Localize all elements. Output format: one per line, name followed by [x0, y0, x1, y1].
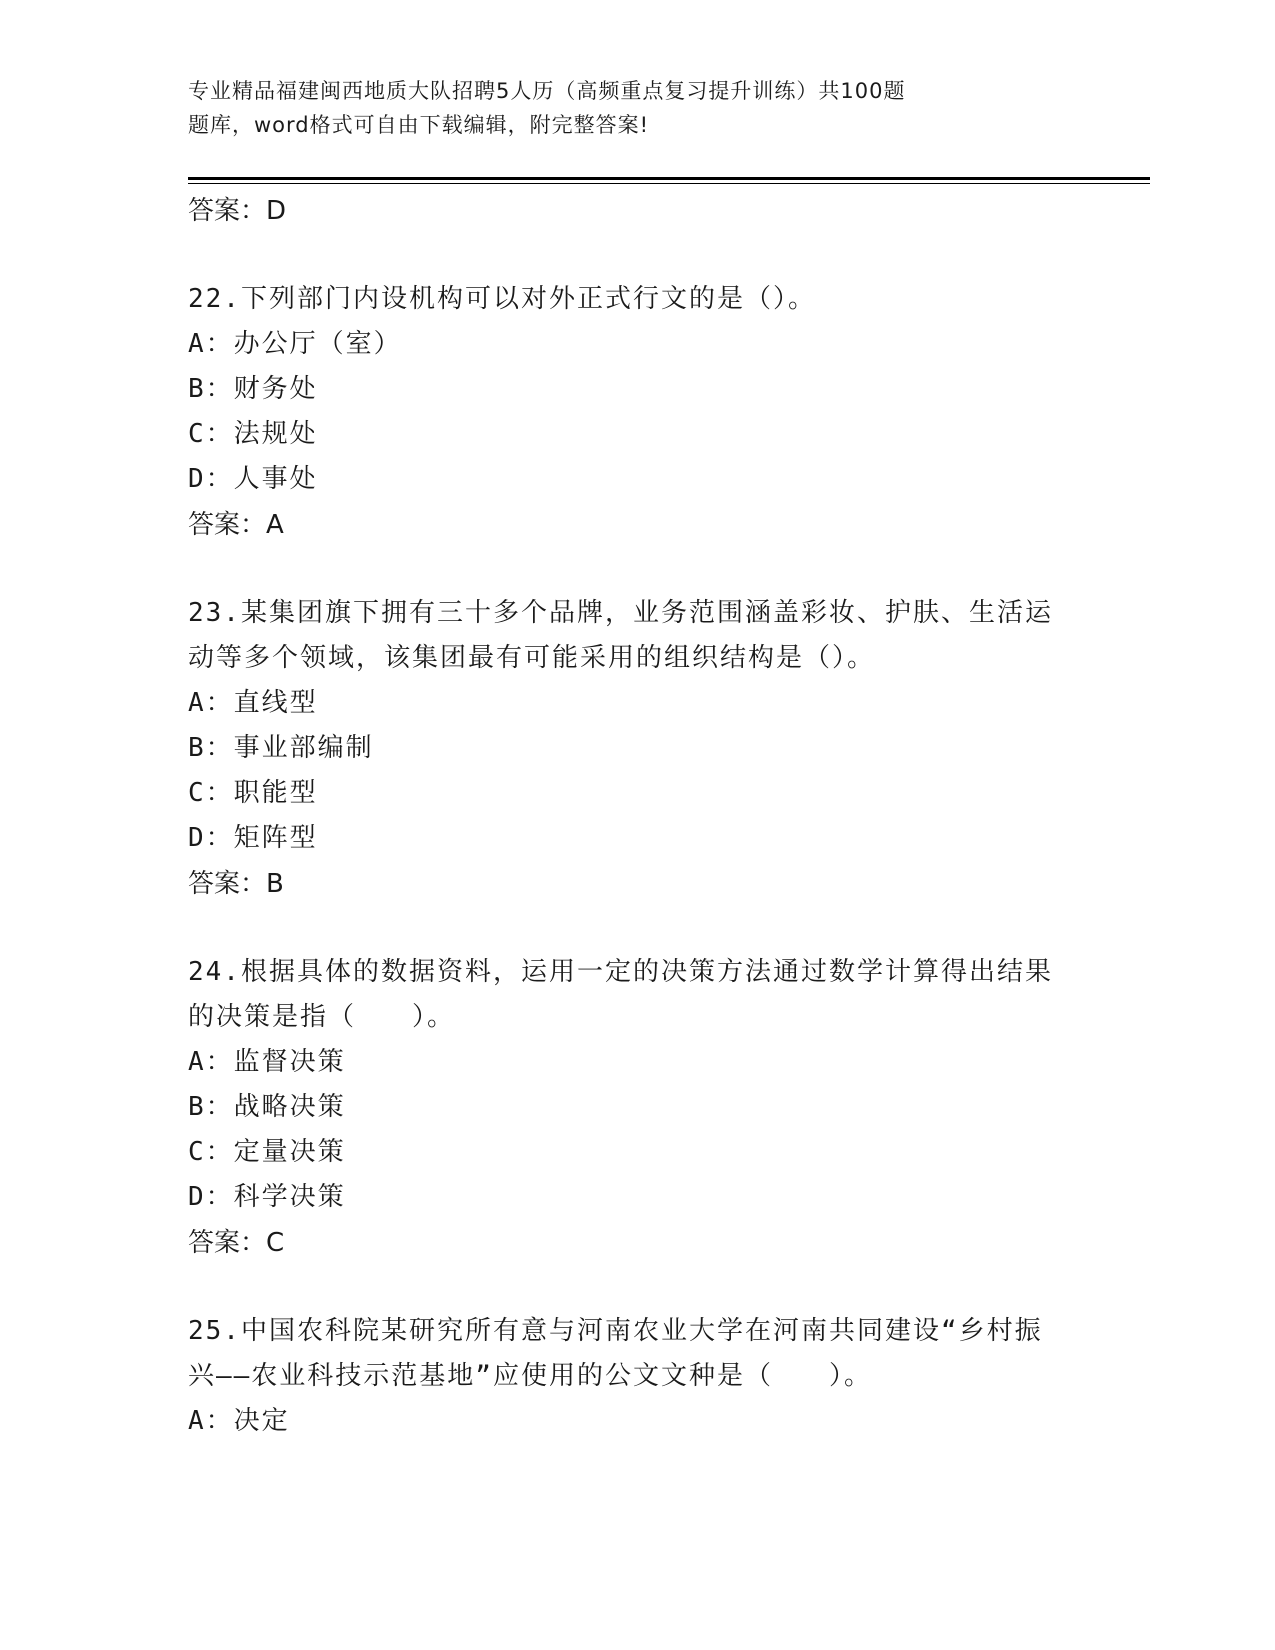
- option-a: A：直线型: [188, 688, 318, 718]
- question-line: 25.中国农科院某研究所有意与河南农业大学在河南共同建设“乡村振: [188, 1316, 1043, 1346]
- question-text: [188, 950, 1088, 1040]
- question-line: 22.下列部门内设机构可以对外正式行文的是（）。: [188, 284, 816, 314]
- question-line: 的决策是指（ ）。: [188, 1002, 456, 1032]
- option-b: B：事业部编制: [188, 733, 374, 763]
- answer-line: 答案：A: [188, 510, 284, 540]
- question-line: 24.根据具体的数据资料，运用一定的决策方法通过数学计算得出结果: [188, 957, 1053, 987]
- option-c: C：定量决策: [188, 1137, 346, 1167]
- option-d: D：人事处: [188, 464, 318, 494]
- header-divider-thin: [188, 183, 1150, 184]
- option-d: D：科学决策: [188, 1182, 346, 1212]
- question-line: 23.某集团旗下拥有三十多个品牌，业务范围涵盖彩妆、护肤、生活运: [188, 598, 1053, 628]
- option-c: C：职能型: [188, 778, 318, 808]
- page-header: [188, 74, 1048, 142]
- question-line: 动等多个领域，该集团最有可能采用的组织结构是（）。: [188, 643, 876, 673]
- header-title-line-2: 题库，word格式可自由下载编辑，附完整答案!: [188, 113, 650, 137]
- question-22: [188, 277, 1088, 548]
- option-b: B：财务处: [188, 374, 318, 404]
- option-a: A：办公厅（室）: [188, 329, 402, 359]
- option-b: B：战略决策: [188, 1092, 346, 1122]
- option-a: A：决定: [188, 1406, 290, 1436]
- question-25: [188, 1309, 1088, 1444]
- header-title-line-1: 专业精品福建闽西地质大队招聘5人历（高频重点复习提升训练）共100题: [188, 79, 906, 103]
- answer-line: 答案：C: [188, 1228, 285, 1258]
- question-line: 兴——农业科技示范基地”应使用的公文文种是（ ）。: [188, 1361, 872, 1391]
- question-text: [188, 591, 1088, 681]
- answer-line: 答案：B: [188, 869, 284, 899]
- question-list: [188, 188, 1088, 1444]
- question-text: [188, 1309, 1088, 1399]
- question-23: [188, 591, 1088, 907]
- question-24: [188, 950, 1088, 1266]
- option-a: A：监督决策: [188, 1047, 346, 1077]
- option-d: D：矩阵型: [188, 823, 318, 853]
- option-c: C：法规处: [188, 419, 318, 449]
- answer-line: 答案：D: [188, 196, 287, 226]
- header-divider-thick: [188, 177, 1150, 180]
- question-text: [188, 277, 1088, 322]
